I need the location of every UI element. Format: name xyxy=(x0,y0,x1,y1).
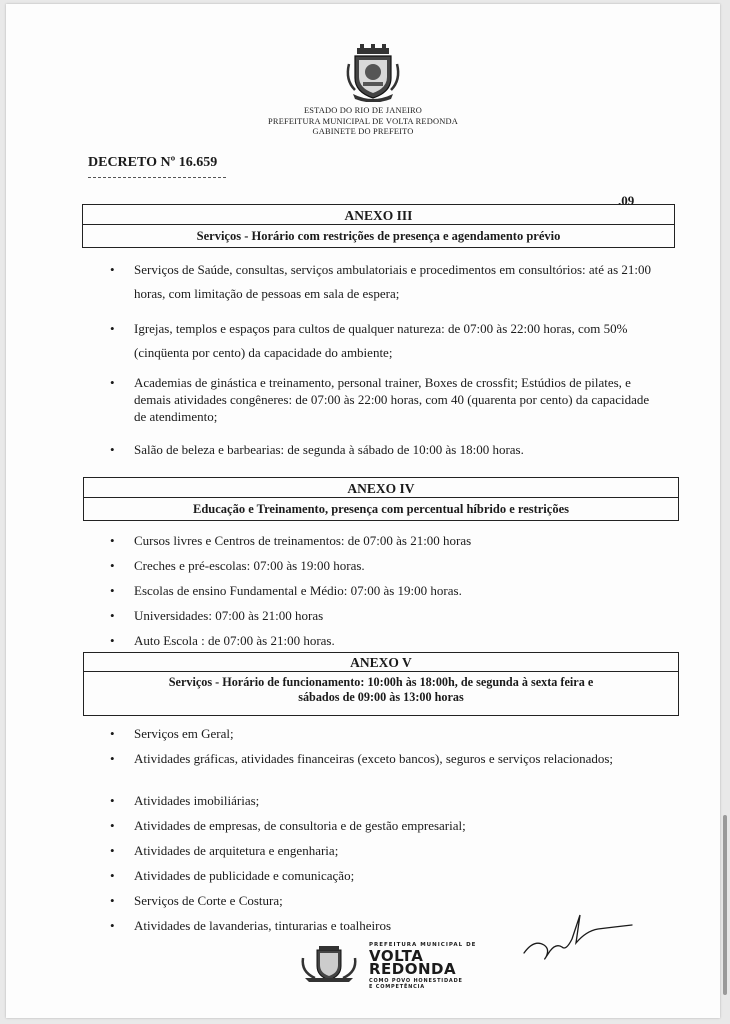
annex-3-title: ANEXO III xyxy=(344,208,413,223)
list-item: • Atividades de empresas, de consultoria e de gestão empresarial; xyxy=(134,817,664,834)
coat-of-arms-small-icon xyxy=(299,944,359,984)
decree-underline xyxy=(88,177,226,178)
list-item: • Academias de ginástica e treinamento, personal trainer, Boxes de crossfit; Estúdios de pilates, e demais atividades congêneres: de 07:00 às 22:00 horas, com 40 (quarenta por cento) da capacidade de atendimento; xyxy=(134,374,654,425)
list-item: • Cursos livres e Centros de treinamentos: de 07:00 às 21:00 horas xyxy=(134,532,664,549)
annex-4-title: ANEXO IV xyxy=(347,481,415,496)
list-item: • Atividades de lavanderias, tinturarias e toalheiros xyxy=(134,917,664,934)
footer-logo-tag-2: E COMPETÊNCIA xyxy=(369,984,425,990)
decree-title: DECRETO Nº 16.659 xyxy=(88,155,218,170)
list-item: • Serviços em Geral; xyxy=(134,725,664,742)
annex-5-subtitle-line-2: sábados de 09:00 às 13:00 horas xyxy=(298,690,464,704)
footer-logo xyxy=(299,942,479,988)
list-item: • Atividades imobiliárias; xyxy=(134,792,664,809)
signature-icon xyxy=(516,909,636,969)
list-item: • Igrejas, templos e espaços para cultos de qualquer natureza: de 07:00 às 22:00 horas, com 50% (cinqüenta por cento) da capacidade do ambiente; xyxy=(134,317,654,365)
scrollbar-thumb[interactable] xyxy=(723,815,727,995)
footer-logo-name-2: REDONDA xyxy=(369,960,457,978)
coat-of-arms-icon xyxy=(343,44,403,102)
annex-3-box xyxy=(82,204,675,248)
annex-4-subtitle: Educação e Treinamento, presença com percentual híbrido e restrições xyxy=(193,502,569,516)
list-item: • Atividades gráficas, atividades financeiras (exceto bancos), seguros e serviços relacionados; xyxy=(134,750,614,767)
footer-logo-top: PREFEITURA MUNICIPAL DE xyxy=(369,942,477,948)
state-line: ESTADO DO RIO DE JANEIRO xyxy=(303,106,423,115)
annex-5-title: ANEXO V xyxy=(350,655,412,670)
footer-logo-text xyxy=(369,942,476,990)
letterhead xyxy=(6,106,720,138)
list-item: • Atividades de publicidade e comunicação; xyxy=(134,867,664,884)
list-item: • Serviços de Corte e Costura; xyxy=(134,892,664,909)
list-item: • Atividades de arquitetura e engenharia; xyxy=(134,842,664,859)
municipality-line: PREFEITURA MUNICIPAL DE VOLTA REDONDA xyxy=(268,116,458,126)
list-item: • Universidades: 07:00 às 21:00 horas xyxy=(134,607,664,624)
annex-3-subtitle: Serviços - Horário com restrições de presença e agendamento prévio xyxy=(196,229,561,243)
document-page xyxy=(6,4,720,1018)
annex-5-box xyxy=(83,652,679,716)
office-line: GABINETE DO PREFEITO xyxy=(312,127,414,136)
list-item: • Salão de beleza e barbearias: de segunda à sábado de 10:00 às 18:00 horas. xyxy=(134,441,664,458)
list-item: • Escolas de ensino Fundamental e Médio: 07:00 às 19:00 horas. xyxy=(134,582,664,599)
list-item: • Auto Escola : de 07:00 às 21:00 horas. xyxy=(134,632,664,649)
list-item: • Creches e pré-escolas: 07:00 às 19:00 horas. xyxy=(134,557,664,574)
annex-4-box xyxy=(83,477,679,521)
annex-5-subtitle-line-1: Serviços - Horário de funcionamento: 10:00h às 18:00h, de segunda à sexta feira e xyxy=(168,675,594,689)
footer-logo-name-1: VOLTA xyxy=(369,947,424,965)
page-number: .09 xyxy=(618,193,635,208)
list-item: • Serviços de Saúde, consultas, serviços ambulatoriais e procedimentos em consultórios: até as 21:00 horas, com limitação de pessoas em sala de espera; xyxy=(134,258,654,306)
footer-logo-tag-1: COMO POVO HONESTIDADE xyxy=(369,978,463,984)
